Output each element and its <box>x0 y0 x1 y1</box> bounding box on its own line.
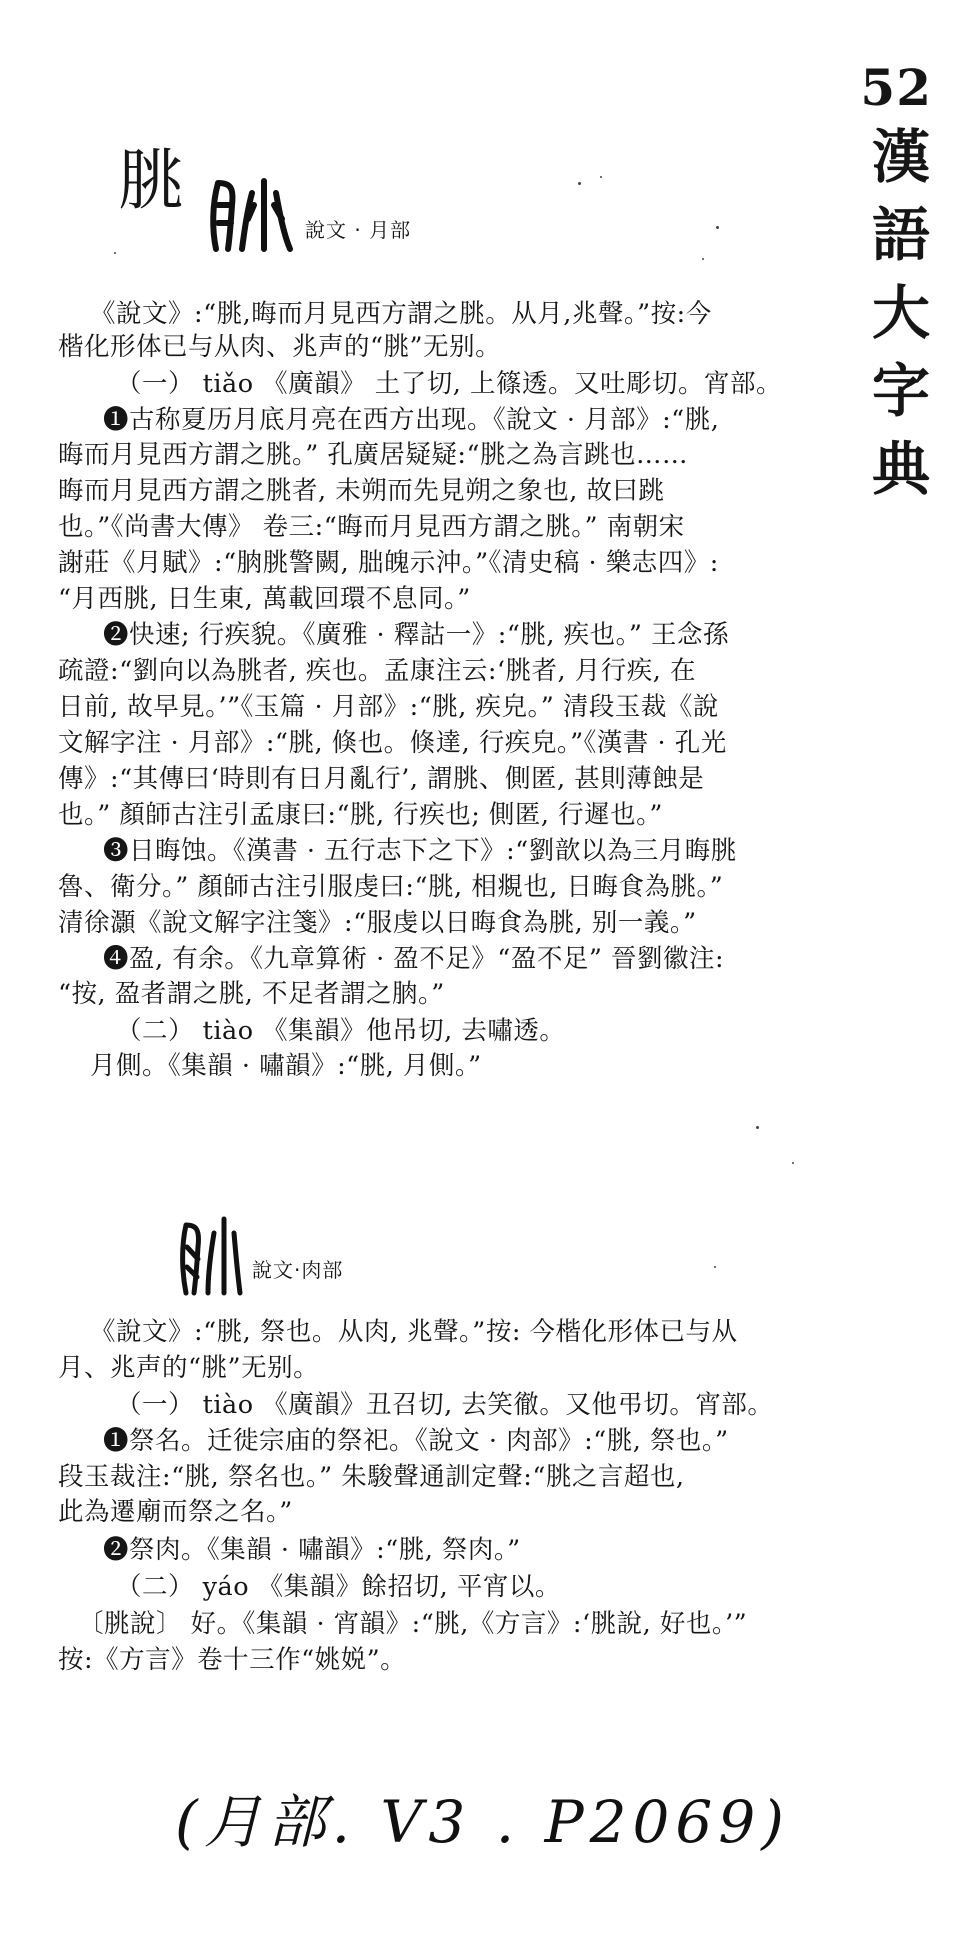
handwritten-reference-note: (月部. V3 . P2069) <box>175 1788 790 1856</box>
page-number: 52 <box>860 58 932 117</box>
scan-speck <box>756 1126 759 1129</box>
text-line: ❶古称夏历月底月亮在西方出现。《說文 · 月部》:“朓, <box>103 405 720 435</box>
scan-speck <box>578 182 581 185</box>
text-line: 按:《方言》卷十三作“姚娧”。 <box>58 1645 407 1675</box>
text-line: 晦而月見西方謂之朓。” 孔廣居疑疑:“朓之為言跳也…… <box>58 440 689 470</box>
text-line: ❹盈, 有余。《九章算術 · 盈不足》“盈不足” 晉劉徽注: <box>103 944 725 974</box>
text-line: 清徐灝《說文解字注箋》:“服虔以日晦食為朓, 别一義。” <box>58 908 697 938</box>
text-line: 《說文》:“朓,晦而月見西方謂之朓。从月,兆聲。”按:今 <box>90 299 712 329</box>
text-line: 晦而月見西方謂之朓者, 未朔而先見朔之象也, 故曰跳 <box>58 476 665 506</box>
text-line: 楷化形体已与从肉、兆声的“朓”无别。 <box>58 332 502 362</box>
text-line: 魯、衛分。” 顏師古注引服虔曰:“朓, 相覜也, 日晦食為朓。” <box>58 872 724 902</box>
entry-head-character: 朓 <box>118 142 184 219</box>
text-line: （一） tiào 《廣韻》丑召切, 去笑徹。又他弔切。宵部。 <box>116 1390 774 1420</box>
seal-caption-moon-radical: 說文 · 月部 <box>305 218 412 242</box>
scan-speck <box>716 226 719 229</box>
scan-speck <box>792 1162 794 1164</box>
text-line: 《說文》:“朓, 祭也。从肉, 兆聲。”按: 今楷化形体已与从 <box>90 1317 738 1347</box>
scan-speck <box>702 258 704 260</box>
text-line: 文解字注 · 月部》:“朓, 倏也。倏達, 行疾皃。”《漢書 · 孔光 <box>58 728 727 758</box>
text-line: 疏證:“劉向以為朓者, 疾也。孟康注云:‘朓者, 月行疾, 在 <box>58 656 696 686</box>
text-line: 段玉裁注:“朓, 祭名也。” 朱駿聲通訓定聲:“朓之言超也, <box>58 1462 685 1492</box>
text-line: ❷祭肉。《集韻 · 嘯韻》:“朓, 祭肉。” <box>103 1535 521 1565</box>
text-line: ❸日晦蚀。《漢書 · 五行志下之下》:“劉歆以為三月晦朓 <box>103 836 737 866</box>
seal-script-glyph-flesh-radical <box>178 1215 244 1297</box>
scan-speck <box>600 176 602 178</box>
text-line: （二） yáo 《集韻》餘招切, 平宵以。 <box>116 1572 561 1602</box>
text-line: “月西朓, 日生東, 萬載回環不息同。” <box>58 584 471 614</box>
text-line: 傳》:“其傳曰‘時則有日月亂行’, 謂朓、側匿, 甚則薄蝕是 <box>58 764 705 794</box>
text-line: ❶祭名。迁徙宗庙的祭祀。《說文 · 肉部》:“朓, 祭也。” <box>103 1426 729 1456</box>
text-line: “按, 盈者謂之朓, 不足者謂之朒。” <box>58 979 445 1009</box>
text-line: 日前, 故早見。’”《玉篇 · 月部》:“朓, 疾皃。” 清段玉裁《說 <box>58 692 719 722</box>
text-line: 月、兆声的“朓”无别。 <box>58 1353 320 1383</box>
text-line: （二） tiào 《集韻》他吊切, 去嘯透。 <box>116 1016 566 1046</box>
text-line: ❷快速; 行疾貌。《廣雅 · 釋詁一》:“朓, 疾也。” 王念孫 <box>103 620 729 650</box>
text-line: 月側。《集韻 · 嘯韻》:“朓, 月側。” <box>90 1051 482 1081</box>
book-title: 漢語大字典 <box>871 123 930 503</box>
text-line: （一） tiǎo 《廣韻》 土了切, 上篠透。又吐彫切。宵部。 <box>116 369 782 399</box>
seal-caption-flesh-radical: 說文·肉部 <box>252 1258 344 1282</box>
scan-speck <box>114 252 116 254</box>
text-line: 也。”《尚書大傳》 卷三:“晦而月見西方謂之朓。” 南朝宋 <box>58 512 685 542</box>
text-line: 此為遷廟而祭之名。” <box>58 1497 293 1527</box>
seal-script-glyph-moon-radical <box>208 175 298 255</box>
scan-speck <box>714 1266 716 1268</box>
text-line: 也。” 顏師古注引孟康曰:“朓, 行疾也; 側匿, 行遲也。” <box>58 800 663 830</box>
text-line: 謝莊《月賦》:“朒朓警闕, 朏魄示沖。”《清史稿 · 樂志四》: <box>58 548 719 578</box>
text-line: 〔朓說〕 好。《集韻 · 宵韻》:“朓,《方言》:‘朓說, 好也。’” <box>78 1609 748 1639</box>
